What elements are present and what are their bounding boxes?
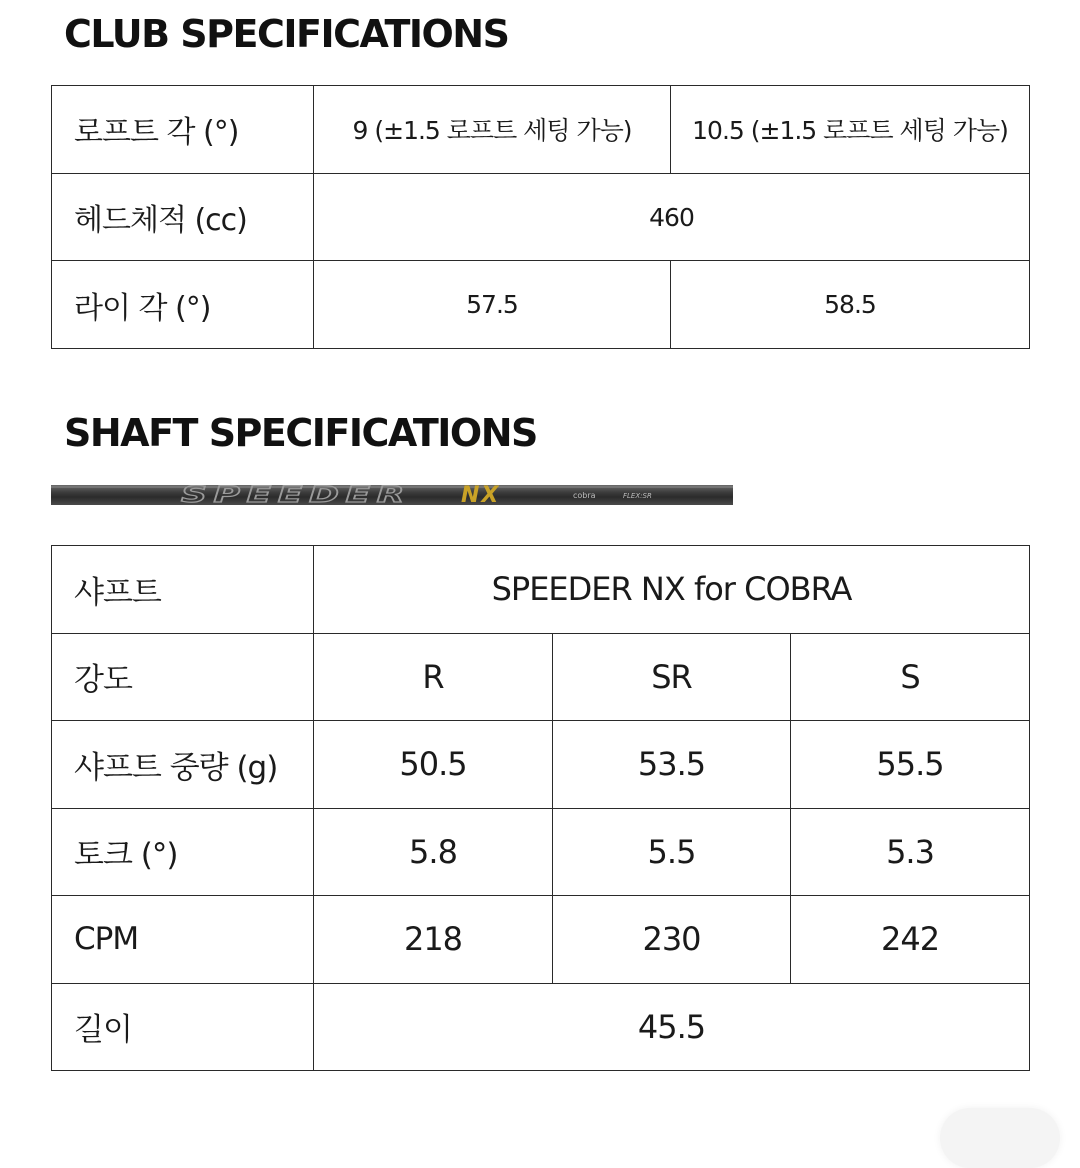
loft-angle-value-10-5: 10.5 (±1.5 로프트 세팅 가능)	[671, 86, 1030, 174]
cpm-value-sr: 230	[553, 896, 791, 984]
shaft-weight-value-s: 55.5	[791, 721, 1030, 809]
table-row	[52, 546, 1030, 634]
shaft-image	[51, 485, 733, 505]
shaft-logo-nx: NX	[461, 485, 501, 505]
head-volume-label: 헤드체적 (cc)	[52, 173, 314, 261]
shaft-weight-value-r: 50.5	[314, 721, 553, 809]
table-row	[52, 983, 1030, 1071]
loft-angle-value-9: 9 (±1.5 로프트 세팅 가능)	[314, 86, 671, 174]
torque-value-s: 5.3	[791, 808, 1030, 896]
lie-angle-value-2: 58.5	[671, 261, 1030, 349]
length-label: 길이	[52, 983, 314, 1071]
torque-value-sr: 5.5	[553, 808, 791, 896]
lie-angle-value-1: 57.5	[314, 261, 671, 349]
cpm-value-r: 218	[314, 896, 553, 984]
table-row	[52, 173, 1030, 261]
table-row	[52, 633, 1030, 721]
flex-value-s: S	[791, 633, 1030, 721]
shaft-brand-text: cobra	[573, 491, 596, 500]
shaft-label: 샤프트	[52, 546, 314, 634]
lie-angle-label: 라이 각 (°)	[52, 261, 314, 349]
table-row	[52, 896, 1030, 984]
table-row	[52, 808, 1030, 896]
shaft-logo	[181, 485, 500, 505]
torque-label: 토크 (°)	[52, 808, 314, 896]
shaft-specs-table	[51, 545, 1030, 1071]
shaft-flex-text: FLEX:SR	[623, 492, 652, 500]
club-specs-title: CLUB SPECIFICATIONS	[64, 12, 509, 56]
shaft-weight-label: 샤프트 중량 (g)	[52, 721, 314, 809]
shaft-model-value: SPEEDER NX for COBRA	[314, 546, 1030, 634]
shaft-logo-outline: SPEEDER	[181, 485, 411, 505]
shaft-weight-value-sr: 53.5	[553, 721, 791, 809]
table-row	[52, 86, 1030, 174]
torque-value-r: 5.8	[314, 808, 553, 896]
length-value: 45.5	[314, 983, 1030, 1071]
table-row	[52, 261, 1030, 349]
flex-value-r: R	[314, 633, 553, 721]
loft-angle-label: 로프트 각 (°)	[52, 86, 314, 174]
flex-value-sr: SR	[553, 633, 791, 721]
head-volume-value: 460	[314, 173, 1030, 261]
cpm-value-s: 242	[791, 896, 1030, 984]
club-specs-table	[51, 85, 1030, 349]
shaft-specs-title: SHAFT SPECIFICATIONS	[64, 411, 537, 455]
cpm-label: CPM	[52, 896, 314, 984]
flex-label: 강도	[52, 633, 314, 721]
table-row	[52, 721, 1030, 809]
floating-action-button[interactable]	[940, 1108, 1060, 1168]
